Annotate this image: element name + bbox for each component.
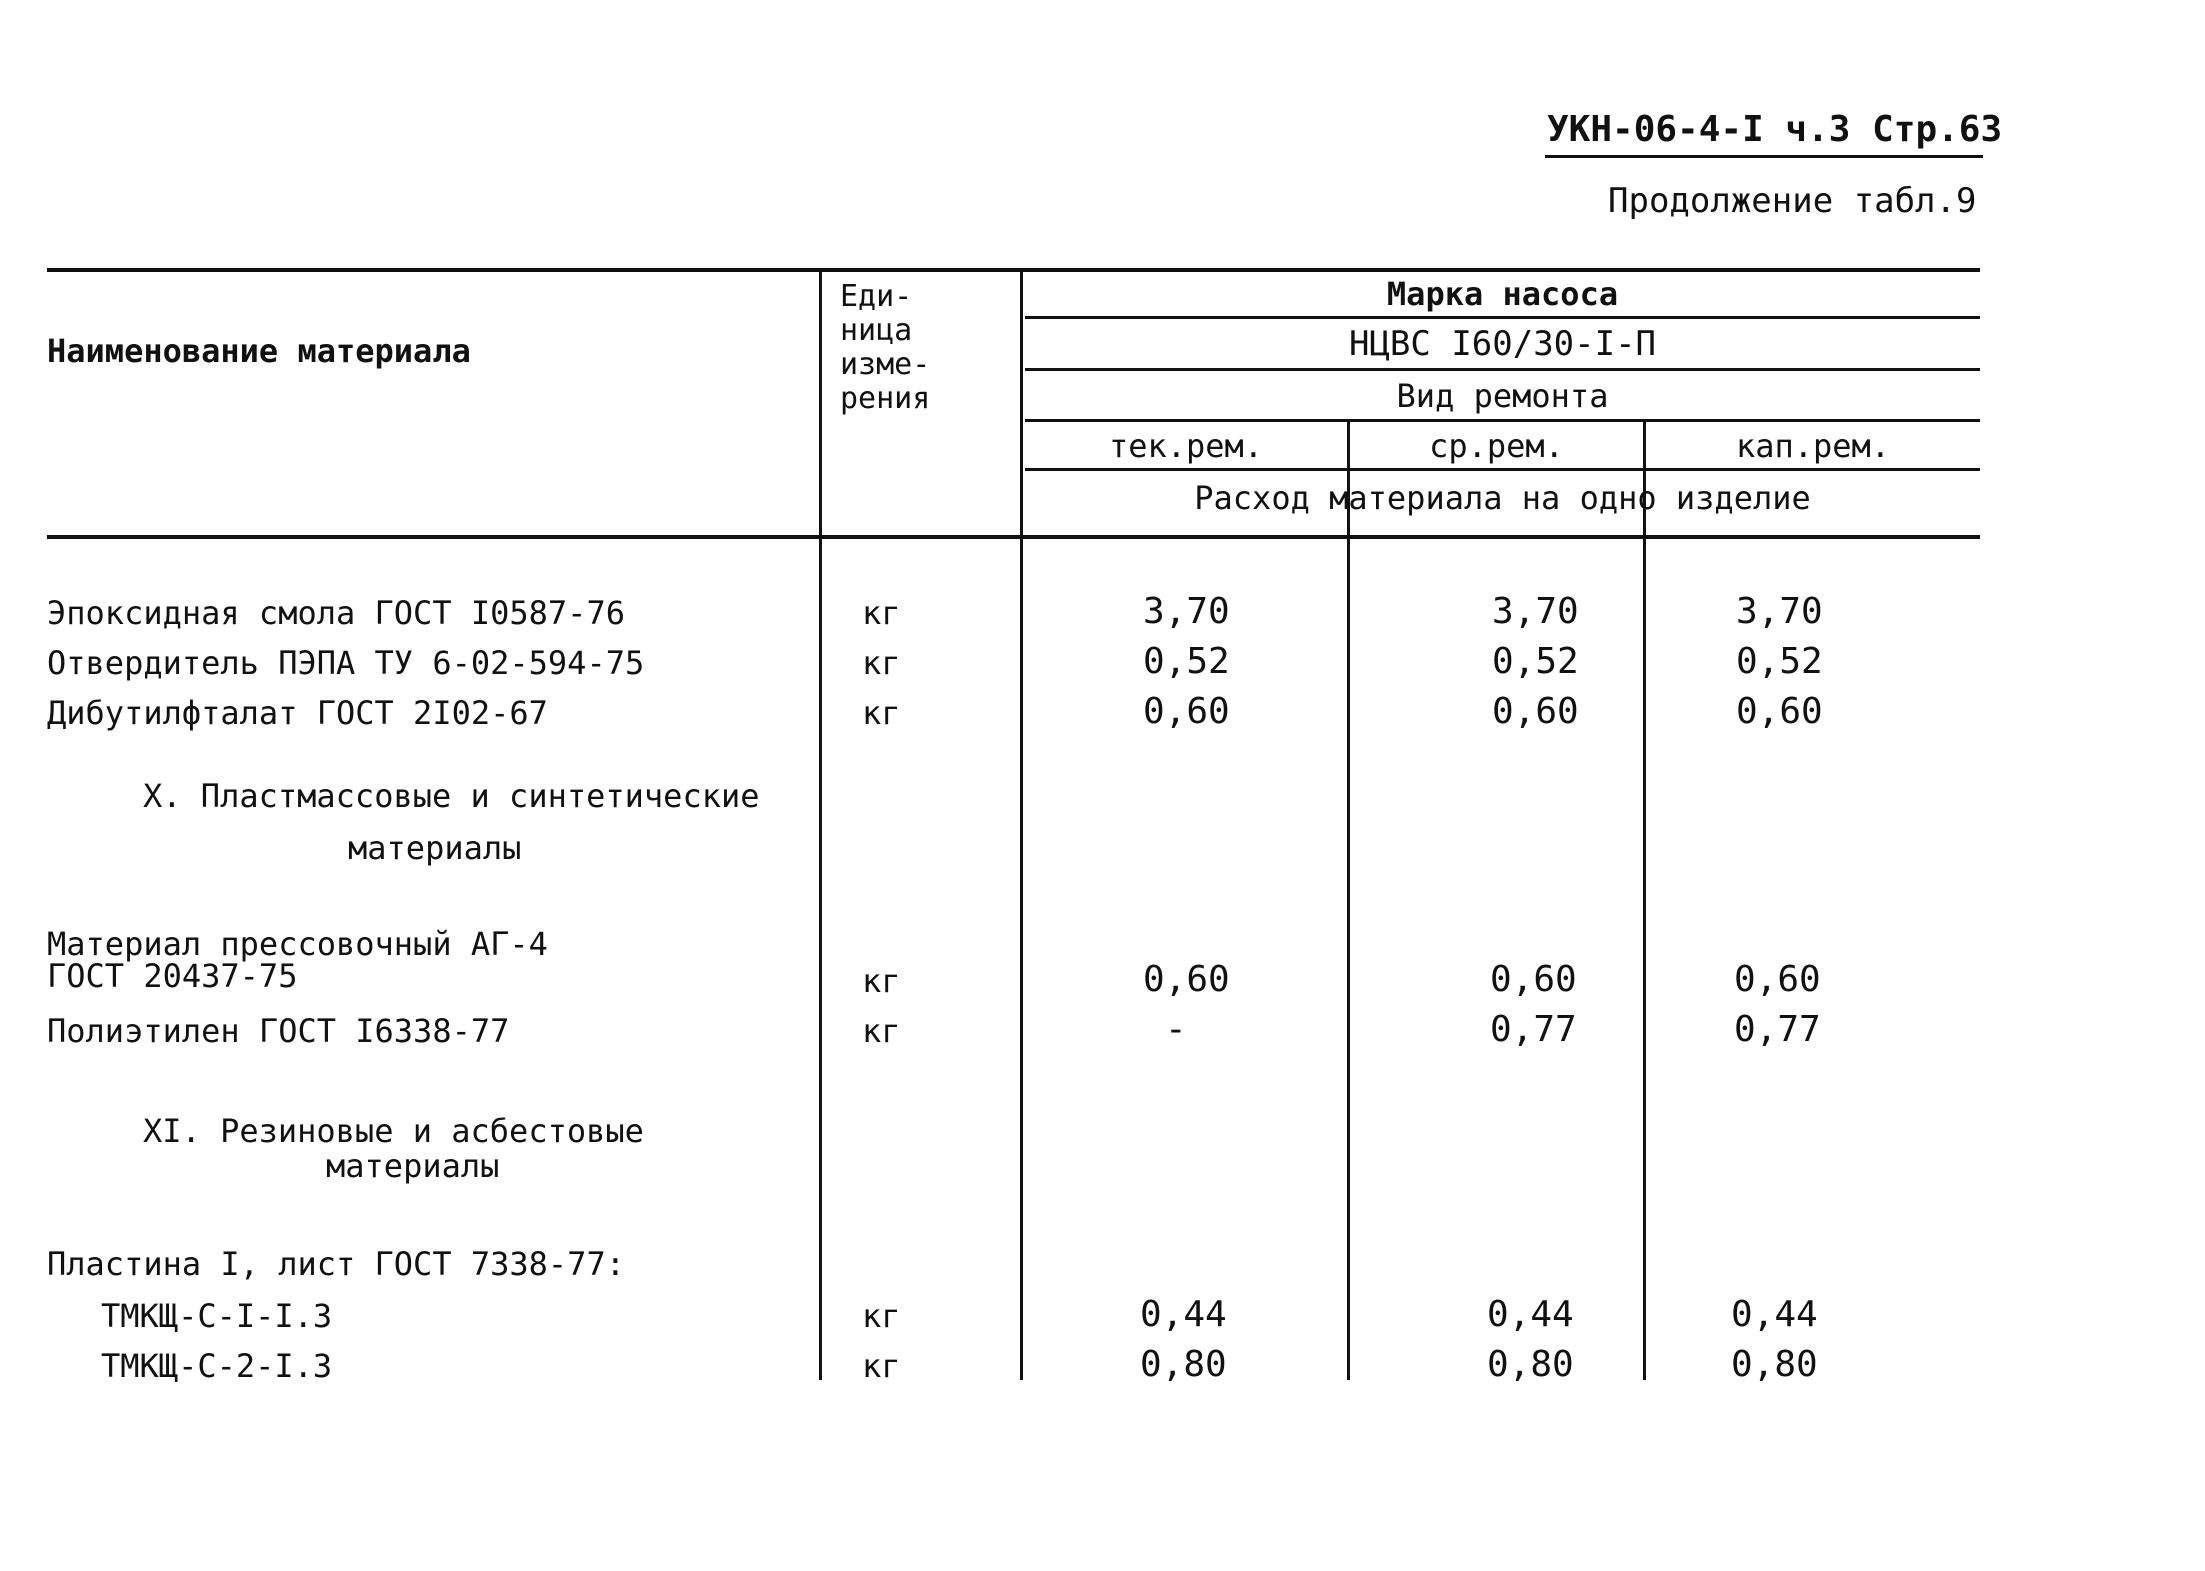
value-capital: 0,52 bbox=[1736, 641, 1823, 682]
value-medium: 0,60 bbox=[1490, 959, 1577, 1000]
material-name: Эпоксидная смола ГОСТ I0587-76 bbox=[47, 594, 625, 632]
document-code: УКН-06-4-I ч.3 Стр.63 bbox=[1547, 109, 2003, 150]
value-capital: 0,60 bbox=[1736, 691, 1823, 732]
value-medium: 0,77 bbox=[1490, 1009, 1577, 1050]
unit-cell: кг bbox=[862, 1012, 901, 1050]
rule-under-repair-type bbox=[1025, 419, 1980, 422]
repair-type-medium: ср.рем. bbox=[1429, 427, 1564, 465]
repair-type-header: Вид ремонта bbox=[1396, 377, 1609, 415]
column-divider-repair-2 bbox=[1643, 419, 1646, 1380]
group-heading-plate: Пластина I, лист ГОСТ 7338-77: bbox=[47, 1245, 625, 1283]
unit-cell: кг bbox=[862, 644, 901, 682]
pump-model: НЦВС I60/30-I-П bbox=[1348, 324, 1657, 364]
rule-under-repair-columns bbox=[1025, 468, 1980, 471]
unit-cell: кг bbox=[862, 1347, 901, 1385]
unit-cell: кг bbox=[862, 962, 901, 1000]
section-heading-x: X. Пластмассовые и синтетические bbox=[143, 777, 760, 815]
table-top-rule bbox=[47, 268, 1980, 272]
col-header-unit-4: рения bbox=[840, 381, 931, 416]
unit-cell: кг bbox=[862, 1297, 901, 1335]
value-medium: 0,80 bbox=[1487, 1344, 1574, 1385]
value-current: 0,44 bbox=[1140, 1294, 1227, 1335]
col-header-unit-1: Еди- bbox=[840, 279, 913, 314]
brand-header: Марка насоса bbox=[1386, 275, 1619, 313]
material-name: ТМКЩ-С-2-I.3 bbox=[101, 1347, 333, 1385]
consumption-header: Расход материала на одно изделие bbox=[1194, 479, 1811, 517]
material-name: Дибутилфталат ГОСТ 2I02-67 bbox=[47, 694, 548, 732]
column-divider-values bbox=[1020, 268, 1023, 1380]
section-heading-xi-cont: материалы bbox=[326, 1147, 500, 1185]
unit-cell: кг bbox=[862, 694, 901, 732]
material-name: Материал прессовочный АГ-4 bbox=[47, 925, 548, 963]
value-capital: 0,44 bbox=[1731, 1294, 1818, 1335]
value-capital: 0,80 bbox=[1731, 1344, 1818, 1385]
rule-under-brand bbox=[1025, 316, 1980, 319]
repair-type-capital: кап.рем. bbox=[1735, 427, 1891, 465]
value-medium: 3,70 bbox=[1492, 591, 1579, 632]
value-medium: 0,52 bbox=[1492, 641, 1579, 682]
material-name: ТМКЩ-С-I-I.3 bbox=[101, 1297, 333, 1335]
value-current: 0,80 bbox=[1140, 1344, 1227, 1385]
col-header-unit-3: изме- bbox=[840, 347, 931, 382]
column-divider-repair-1 bbox=[1347, 419, 1350, 1380]
value-medium: 0,60 bbox=[1492, 691, 1579, 732]
material-name-cont: ГОСТ 20437-75 bbox=[47, 957, 298, 995]
rule-under-model bbox=[1025, 368, 1980, 371]
material-name: Полиэтилен ГОСТ I6338-77 bbox=[47, 1012, 510, 1050]
col-header-material: Наименование материала bbox=[47, 332, 471, 370]
value-capital: 0,60 bbox=[1734, 959, 1821, 1000]
value-current: - bbox=[1165, 1009, 1187, 1050]
value-current: 0,60 bbox=[1143, 691, 1230, 732]
value-capital: 0,77 bbox=[1734, 1009, 1821, 1050]
material-name: Отвердитель ПЭПА ТУ 6-02-594-75 bbox=[47, 644, 645, 682]
repair-type-current: тек.рем. bbox=[1108, 427, 1264, 465]
column-divider-unit bbox=[819, 268, 822, 1380]
document-code-underline bbox=[1545, 155, 1983, 158]
value-current: 3,70 bbox=[1143, 591, 1230, 632]
section-heading-x-cont: материалы bbox=[348, 829, 522, 867]
value-medium: 0,44 bbox=[1487, 1294, 1574, 1335]
value-current: 0,60 bbox=[1143, 959, 1230, 1000]
table-continuation-label: Продолжение табл.9 bbox=[1608, 181, 1977, 221]
unit-cell: кг bbox=[862, 594, 901, 632]
col-header-unit-2: ница bbox=[840, 313, 913, 348]
value-current: 0,52 bbox=[1143, 641, 1230, 682]
value-capital: 3,70 bbox=[1736, 591, 1823, 632]
section-heading-xi: XI. Резиновые и асбестовые bbox=[143, 1112, 644, 1150]
header-bottom-rule bbox=[47, 535, 1980, 539]
